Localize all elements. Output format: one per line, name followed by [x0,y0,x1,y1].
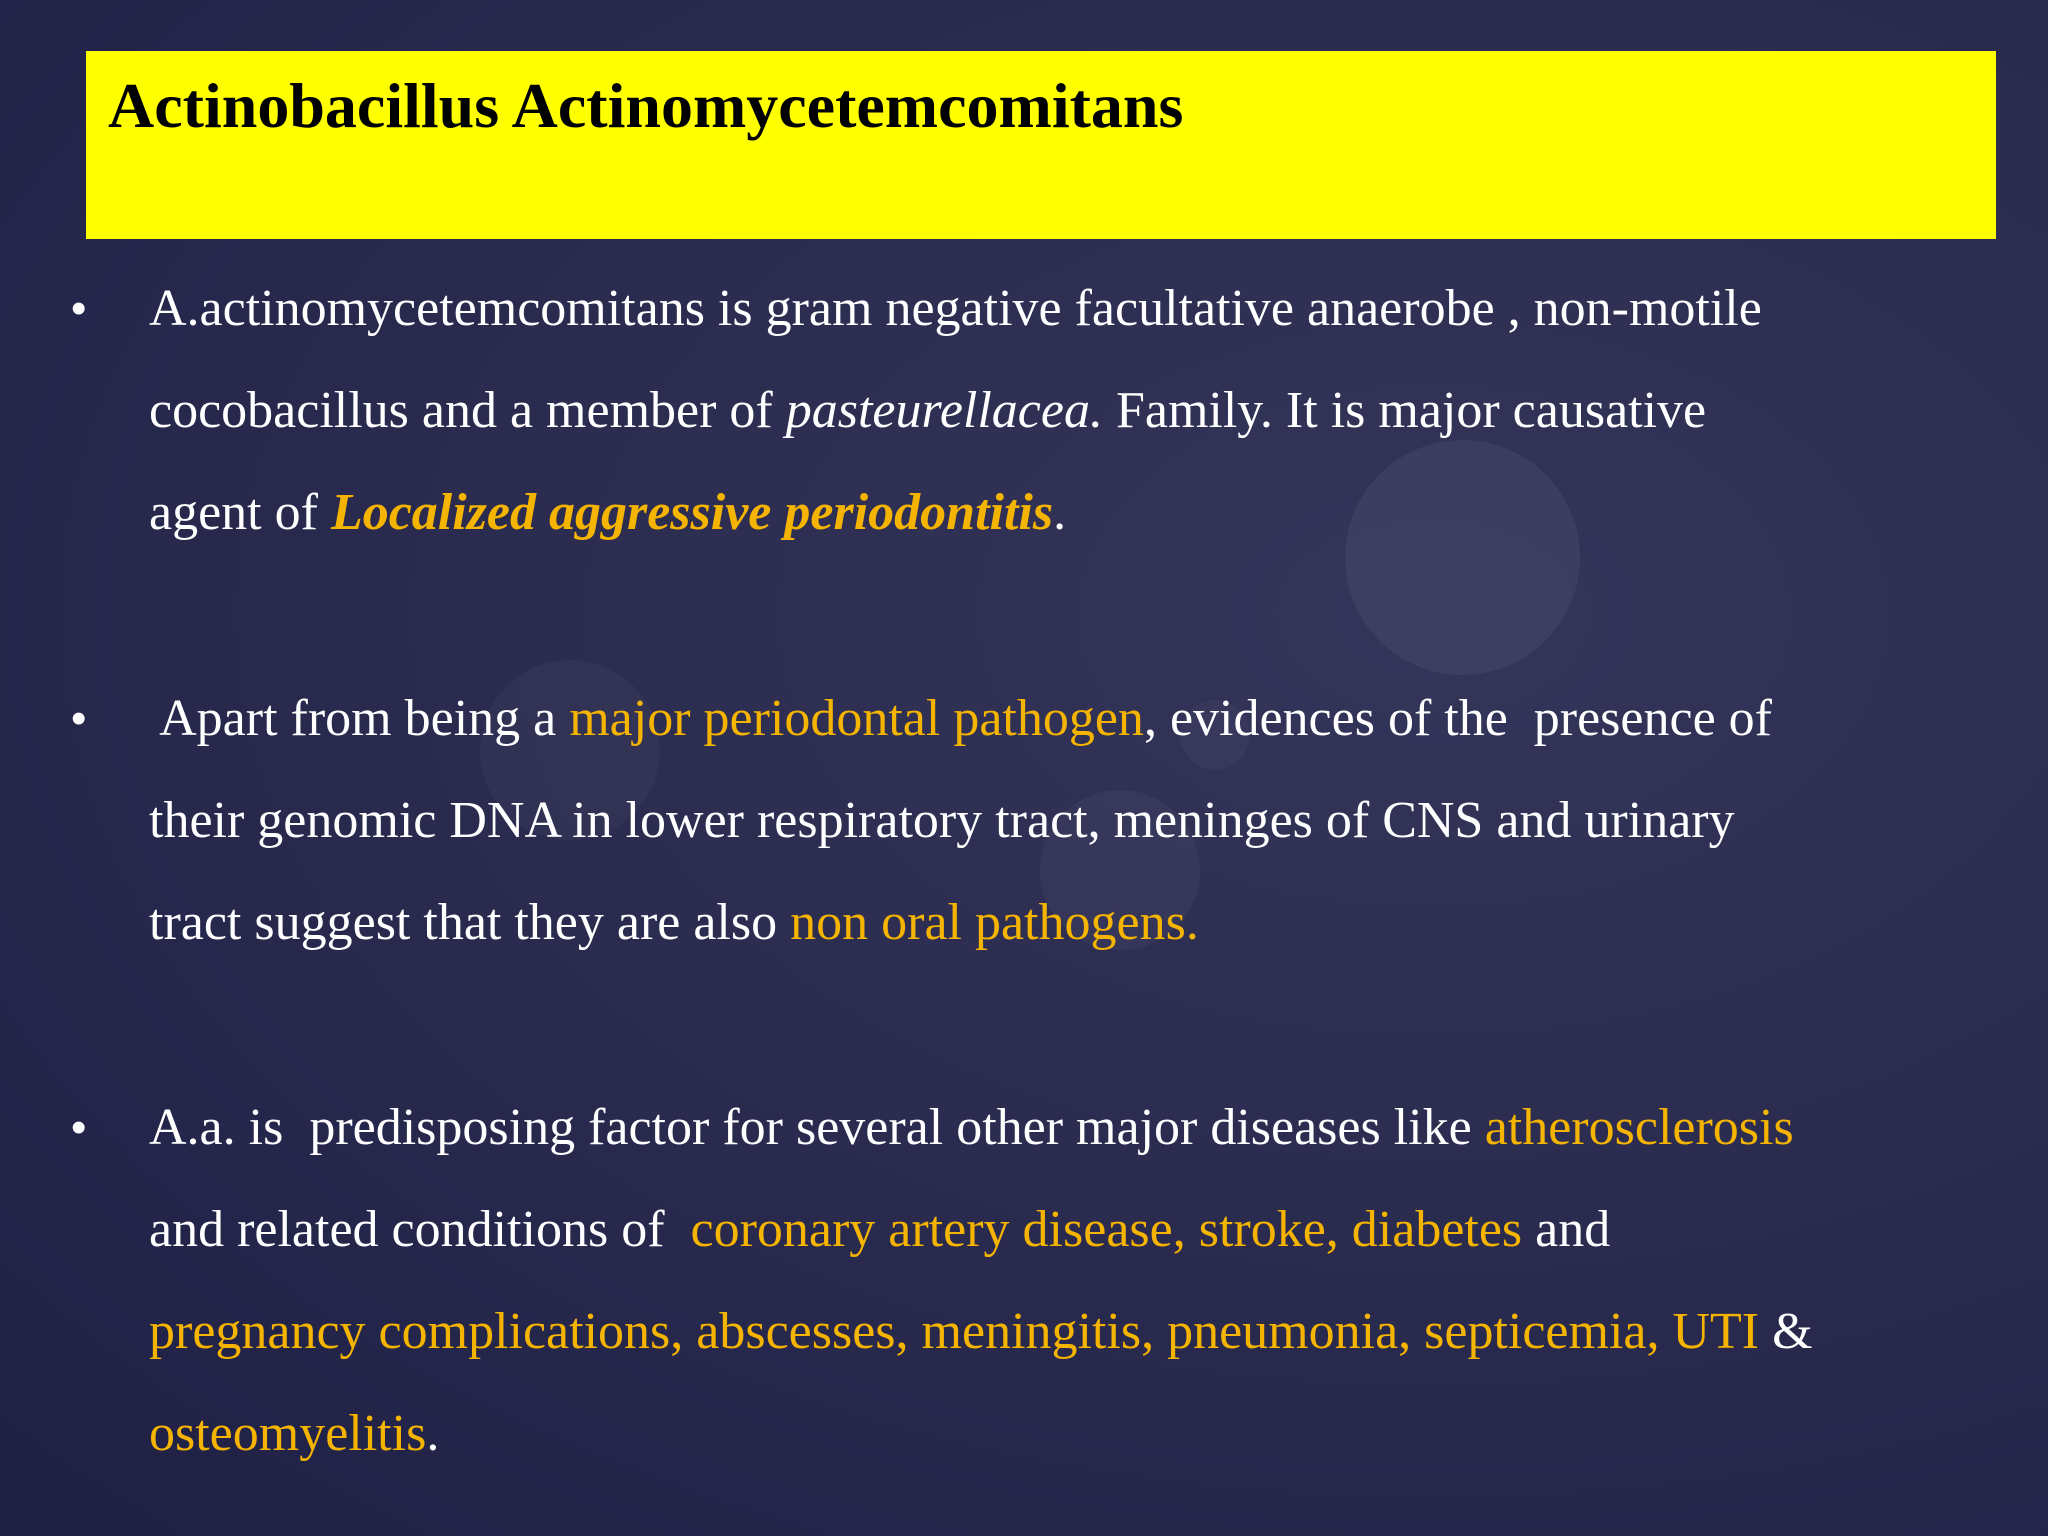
bullet-2-line-2: their genomic DNA in lower respiratory tract, meninges of CNS and urinary [149,792,1735,849]
family-name-italic: pasteurellacea. [785,382,1103,439]
bullet-marker: • [71,284,87,333]
highlight-term: non oral pathogens. [790,894,1199,951]
highlight-term: atherosclerosis [1484,1099,1794,1156]
bullet-3-line-4: osteomyelitis. [149,1405,440,1462]
bullet-item-1 [71,258,1969,564]
highlight-term: pregnancy complications, abscesses, meningitis, pneumonia, septicemia, UTI [149,1303,1760,1360]
bullet-2-line-1: Apart from being a major periodontal pathogen, evidences of the presence of [149,690,1772,747]
bullet-item-2 [71,668,1969,974]
bullet-1-line-1: A.actinomycetemcomitans is gram negative facultative anaerobe , non-motile [149,280,1762,337]
bullet-marker: • [71,1103,87,1152]
bullet-1-line-3: agent of Localized aggressive periodontitis. [149,484,1067,541]
bullet-3-line-3: pregnancy complications, abscesses, meningitis, pneumonia, septicemia, UTI & [149,1303,1813,1360]
bullet-item-3 [71,1077,1969,1485]
highlight-term: osteomyelitis [149,1405,427,1462]
bullet-3-line-2: and related conditions of coronary artery disease, stroke, diabetes and [149,1201,1611,1258]
highlight-term: major periodontal pathogen [569,690,1144,747]
bullet-1-line-2: cocobacillus and a member of pasteurellacea. Family. It is major causative [149,382,1707,439]
bullet-3-line-1: A.a. is predisposing factor for several other major diseases like atherosclerosis [149,1099,1794,1156]
highlight-term: coronary artery disease, stroke, diabetes [690,1201,1523,1258]
highlight-disease-term: Localized aggressive periodontitis [330,484,1054,541]
slide-title: Actinobacillus Actinomycetemcomitans [108,70,1184,141]
bullet-marker: • [71,694,87,743]
bullet-2-line-3: tract suggest that they are also non oral pathogens. [149,894,1199,951]
